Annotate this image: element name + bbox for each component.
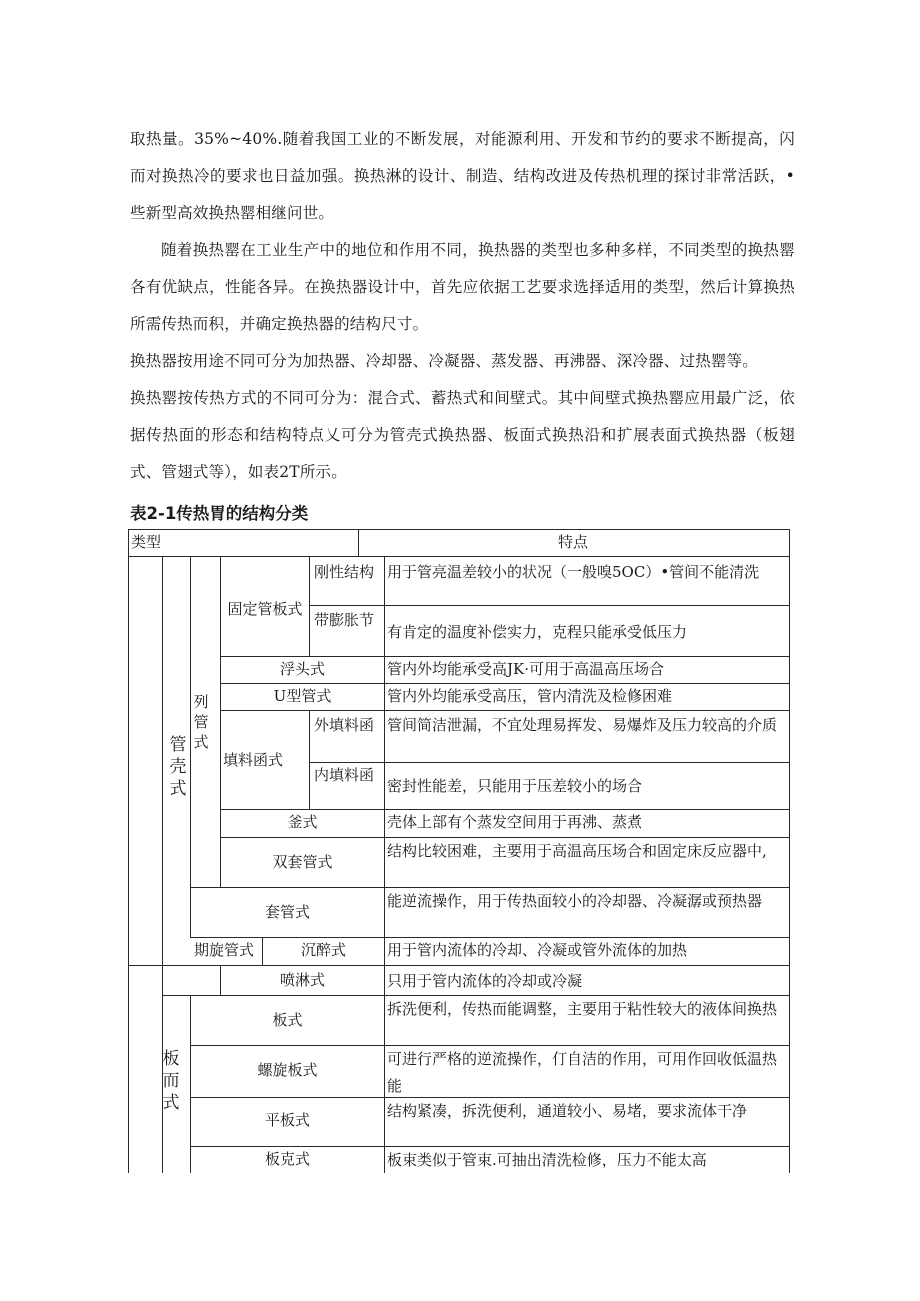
type-expansion-joint: 带膨胀节 xyxy=(314,611,375,629)
paragraph-intro: 取热量。35%~40%.随着我国工业的不断发展，对能源利用、开发和节约的要求不断提高，闪而对换热冷的要求也日益加强。换热淋的设计、制造、结构改进及传热机理的探讨非常活跃，•些新型高效换热罂相继问世。 xyxy=(130,130,795,222)
feature-rigid-structure: 用于管亮温差较小的状况（一般嗅5OC）•管间不能清洗 xyxy=(387,563,760,581)
feature-flat-plate: 结构紧凑，拆洗便利，通道较小、易堵，要求流体干净 xyxy=(387,1102,748,1120)
feature-floating-head: 管内外均能承受高JK·可用于高温高压场合 xyxy=(387,660,664,678)
rule xyxy=(384,556,385,1173)
rule xyxy=(309,605,789,606)
type-plate-shell: 板克式 xyxy=(264,1150,310,1168)
rule xyxy=(358,529,359,556)
type-floating-head: 浮头式 xyxy=(279,660,325,678)
rule xyxy=(309,762,789,763)
type-outer-packed: 外填料函 xyxy=(314,716,375,734)
rule xyxy=(309,556,310,656)
type-spray: 喷淋式 xyxy=(279,971,325,989)
type-fixed-tube-sheet: 固定管板式 xyxy=(227,600,303,618)
type-double-tube: 双套管式 xyxy=(272,853,333,871)
feature-inner-packed: 密封性能差，只能用于压差较小的场合 xyxy=(387,777,643,795)
header-type: 类型 xyxy=(131,533,162,551)
subcategory-tube-bundle: 列管式 xyxy=(193,693,209,751)
feature-kettle: 壳体上部有个蒸发空间用于再沸、蒸煮 xyxy=(387,813,643,831)
type-packed-box: 填料函式 xyxy=(223,751,284,769)
rule xyxy=(128,556,789,557)
paragraph-types: 随着换热罂在工业生产中的地位和作用不同，换热器的类型也多种多样，不同类型的换热罂各有优缺点，性能各异。在换热器设计中，首先应依据工艺要求选择适用的类型，然后计算换热所需传热而积，并确定换热器的结构尺寸。 xyxy=(130,241,795,333)
table-caption: 表2-1传热胃的结构分类 xyxy=(130,504,309,523)
feature-double-tube: 结构比较困难，主要用于高温高压场合和固定床反应器中, xyxy=(387,842,767,860)
feature-u-tube: 管内外均能承受高压，管内清洗及检修困难 xyxy=(387,687,673,705)
rule xyxy=(128,529,129,1173)
category-shell-tube: 管壳式 xyxy=(169,735,187,799)
rule xyxy=(309,710,310,809)
feature-plate-shell: 板束类似于管束.可抽出清洗检修，压力不能太高 xyxy=(387,1151,707,1169)
type-inner-packed: 内填料函 xyxy=(314,766,375,784)
type-kettle: 釜式 xyxy=(287,813,318,831)
feature-spray: 只用于管内流体的冷却或冷凝 xyxy=(387,972,583,990)
feature-outer-packed: 管间简洁泄漏，不宜处理易挥发、易爆炸及压力较高的介质 xyxy=(387,716,778,734)
type-spiral-plate: 螺旋板式 xyxy=(257,1061,318,1079)
header-feature: 特点 xyxy=(558,533,589,551)
type-jacket-tube: 套管式 xyxy=(264,903,310,921)
feature-jacket-tube: 能逆流操作，用于传热面较小的冷却器、冷凝潺或预热器 xyxy=(387,892,763,910)
rule xyxy=(789,529,790,1173)
type-plate: 板式 xyxy=(272,1011,303,1029)
type-immersed: 沉醉式 xyxy=(300,941,346,959)
rule xyxy=(128,529,789,530)
rule xyxy=(220,710,789,711)
type-u-tube: U型管式 xyxy=(273,687,332,705)
paragraph-usage: 换热器按用途不同可分为加热器、冷却器、冷凝器、蒸发器、再沸器、深冷器、过热罂等。 xyxy=(130,352,759,370)
type-spiral-tube: 期旋管式 xyxy=(194,941,255,959)
feature-plate: 拆洗便利，传热而能调整，主要用于粘性较大的液体间换热 xyxy=(387,1000,778,1018)
paragraph-heat-transfer: 换热罂按传热方式的不同可分为：混合式、蓄热式和间壁式。其中间壁式换热罂应用最广泛，依据传热面的形态和结构特点乂可分为管壳式换热器、板面式换热沿和扩展表面式换热器（板翅式、管翅式等），如表2T所示。 xyxy=(130,389,795,481)
feature-immersed: 用于管内流体的冷却、冷凝或管外流体的加热 xyxy=(387,941,688,959)
feature-expansion-joint: 有肯定的温度补偿实力，克程只能承受低压力 xyxy=(387,623,688,641)
feature-spiral-plate: 可进行严格的逆流操作，仃自洁的作用，可用作回收低温热能 xyxy=(387,1050,778,1095)
rule xyxy=(128,965,789,966)
type-rigid-structure: 刚性结构 xyxy=(314,563,375,581)
type-flat-plate: 平板式 xyxy=(264,1111,310,1129)
category-plate: 板而式 xyxy=(162,1049,180,1113)
